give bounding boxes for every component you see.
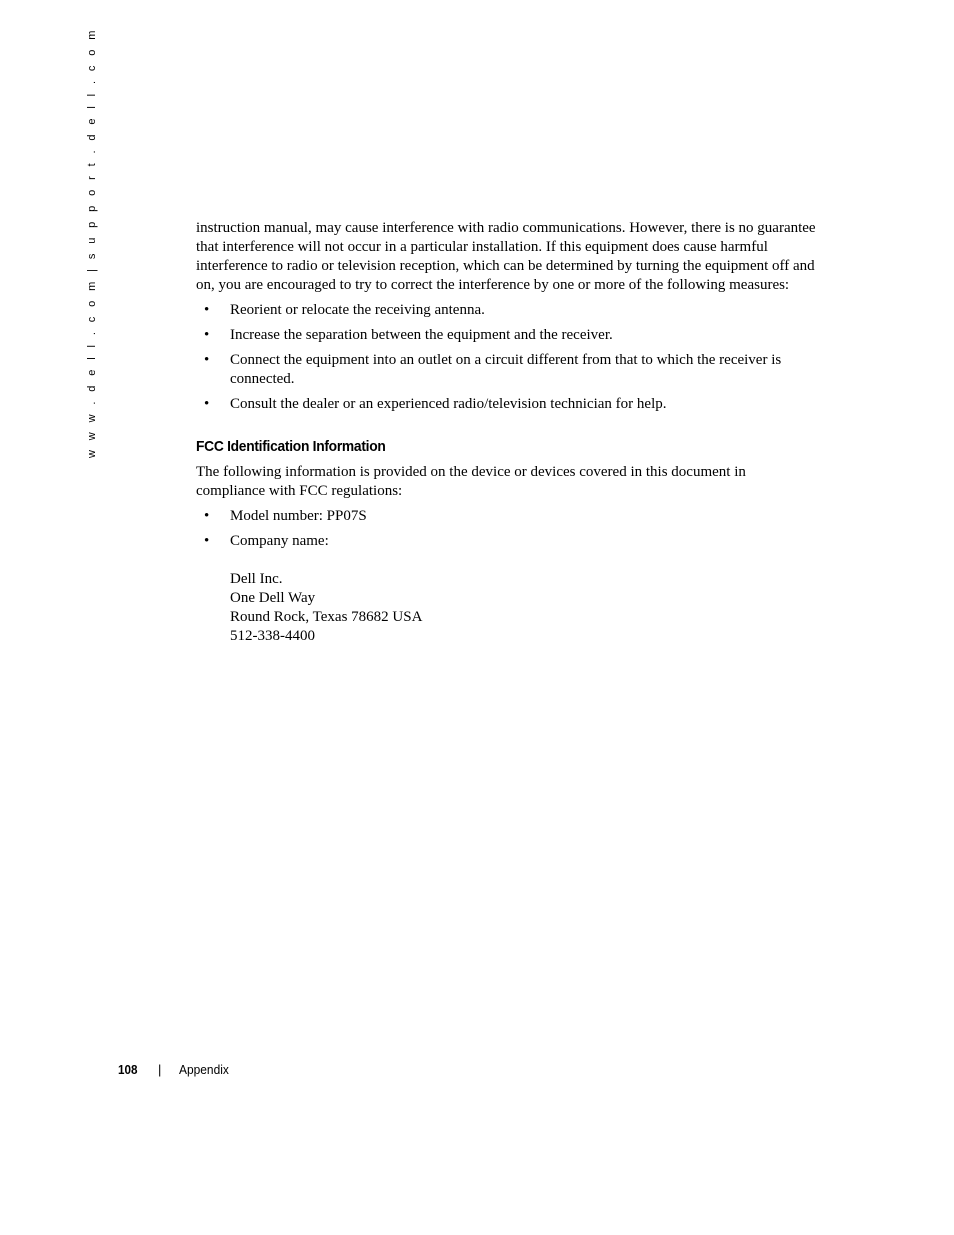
bullet-icon: • xyxy=(204,533,210,549)
page-content xyxy=(196,219,818,652)
list-item xyxy=(196,532,818,646)
bullet-icon: • xyxy=(204,352,210,368)
company-label: Company name: xyxy=(230,533,329,549)
footer-section-title: Appendix xyxy=(179,1062,229,1077)
measure-text: Increase the separation between the equipment and the receiver. xyxy=(230,327,613,343)
fcc-info-list xyxy=(196,507,818,646)
fcc-intro-paragraph: The following information is provided on the device or devices covered in this document in compliance with FCC regulations: xyxy=(196,464,746,499)
bullet-icon: • xyxy=(204,327,210,343)
measures-list xyxy=(196,301,818,414)
side-url: w w w . d e l l . c o m | s u p p o r t . d e l l . c o m xyxy=(86,27,98,458)
bullet-icon: • xyxy=(204,302,210,318)
address-line: Dell Inc. xyxy=(230,571,283,587)
model-number: Model number: PP07S xyxy=(230,508,367,524)
measure-text: Consult the dealer or an experienced radio/television technician for help. xyxy=(230,396,667,412)
fcc-heading: FCC Identification Information xyxy=(196,438,386,455)
bullet-icon: • xyxy=(204,396,210,412)
measure-text: Reorient or relocate the receiving antenna. xyxy=(230,302,485,318)
page-number: 108 xyxy=(118,1062,138,1077)
list-item xyxy=(196,351,818,389)
address-line: One Dell Way xyxy=(230,590,316,606)
bullet-icon: • xyxy=(204,508,210,524)
footer-separator: | xyxy=(158,1062,162,1077)
company-address xyxy=(230,570,818,646)
list-item xyxy=(196,395,818,414)
address-line: Round Rock, Texas 78682 USA xyxy=(230,609,423,625)
address-line: 512-338-4400 xyxy=(230,628,315,644)
intro-paragraph: instruction manual, may cause interference with radio communications. However, there is no guarantee that interference will not occur in a particular installation. If this equipment does cause harmful interference to radio or television reception, which can be determined by turning the equipment off and on, you are encouraged to try to correct the interference by one or more of the following measures: xyxy=(196,220,816,293)
list-item xyxy=(196,301,818,320)
measure-text: Connect the equipment into an outlet on a circuit different from that to which the receiver is connected. xyxy=(230,352,782,387)
list-item xyxy=(196,507,818,526)
list-item xyxy=(196,326,818,345)
